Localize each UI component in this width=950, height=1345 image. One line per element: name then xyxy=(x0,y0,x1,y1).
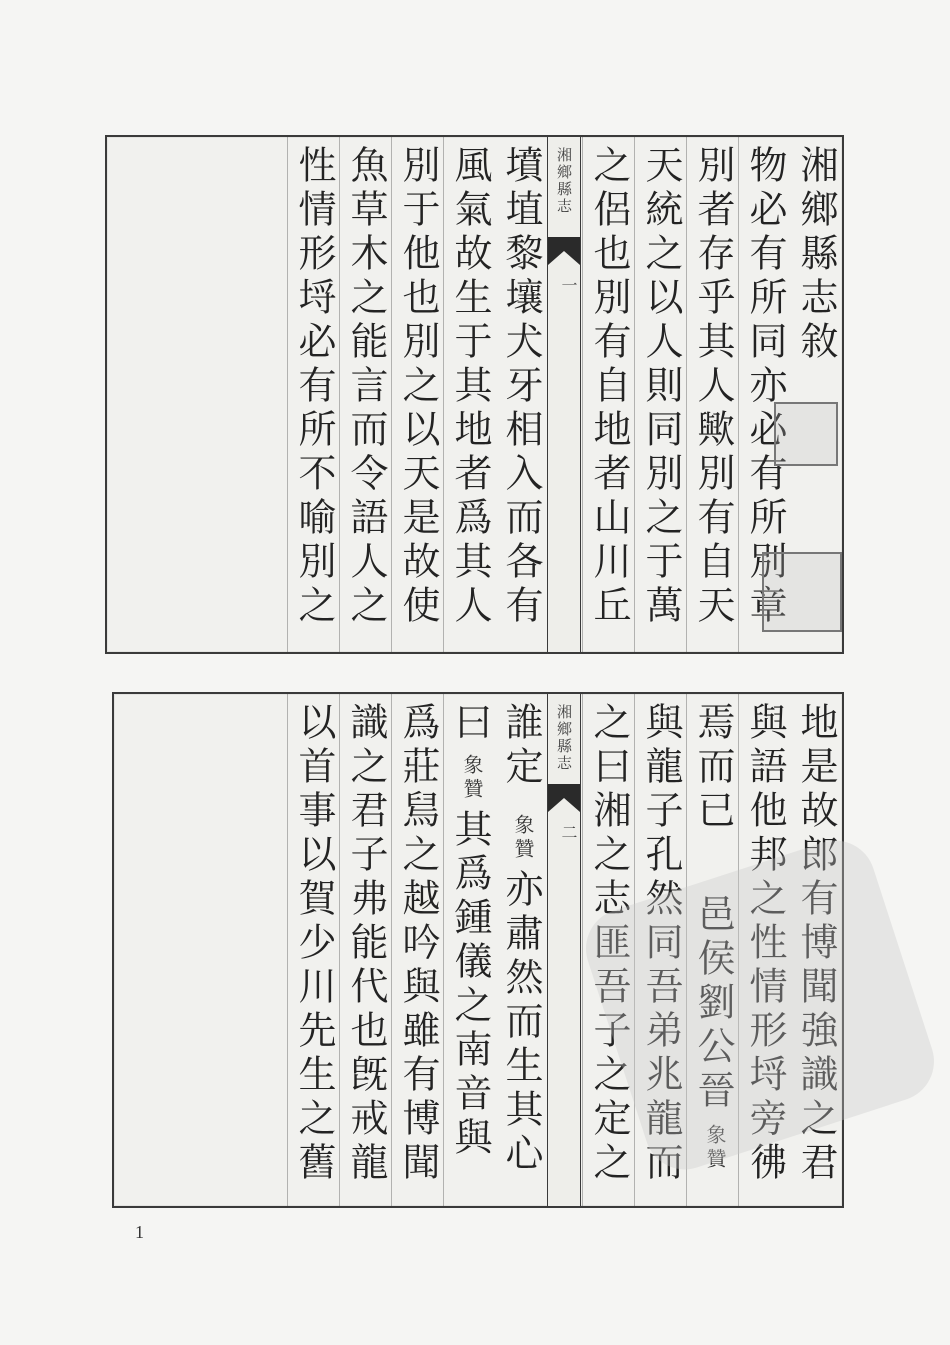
text-column: 與語他邦之性情形埒旁彿 xyxy=(743,702,787,1186)
text-column: 風氣故生于其地者爲其人 xyxy=(448,145,492,629)
text-column: 墳埴黎壤犬牙相入而各有 xyxy=(499,145,543,629)
honorific-note: 象贊 xyxy=(460,754,484,802)
text-column: 焉而已 xyxy=(691,702,735,834)
library-seal-icon xyxy=(762,552,842,632)
text-column: 爲莊舃之越吟與雖有博聞 xyxy=(396,702,440,1186)
text-column-rest: 其爲鍾儀之南音與 xyxy=(448,809,492,1161)
collector-seal-icon xyxy=(774,402,838,466)
top-col-5 xyxy=(582,137,634,652)
text-column-rest: 亦肅然而生其心 xyxy=(499,869,543,1177)
bottom-col-7 xyxy=(443,694,495,1206)
text-column: 之曰湘之志匪吾子之定之 xyxy=(587,702,631,1186)
text-column: 魚草木之能言而令語人之 xyxy=(344,145,388,629)
preface-title: 湘鄉縣志敘 xyxy=(794,145,838,365)
text-column: 地是故郎有博聞強識之君 xyxy=(794,702,838,1186)
honorific-note: 象贊 xyxy=(703,1124,727,1172)
top-col-10 xyxy=(287,137,339,652)
text-column: 別于他也別之以天是故使 xyxy=(396,145,440,629)
bottom-col-9 xyxy=(339,694,391,1206)
honorific-note: 象贊 xyxy=(511,814,535,862)
title-name-text: 邑侯劉公晉 xyxy=(691,894,735,1114)
fold-page-number: 一 xyxy=(559,277,578,293)
fish-tail-mark-icon xyxy=(548,784,580,812)
fold-title: 湘鄉縣志 xyxy=(555,147,573,215)
text-column: 天統之以人則同別之于萬 xyxy=(639,145,683,629)
text-column: 性情形埒必有所不喻別之 xyxy=(292,145,336,629)
text-column: 別者存乎其人歟別有自天 xyxy=(691,145,735,629)
text-column: 物必有所同亦必有所別章 xyxy=(743,145,787,629)
top-col-9 xyxy=(339,137,391,652)
bottom-col-6 xyxy=(495,694,547,1206)
top-col-6 xyxy=(495,137,547,652)
text-column: 之侶也別有自地者山川丘 xyxy=(587,145,631,629)
fold-title: 湘鄉縣志 xyxy=(555,704,573,772)
text-column: 誰定 xyxy=(499,702,543,790)
top-col-7 xyxy=(443,137,495,652)
bottom-fold-column xyxy=(547,694,581,1206)
top-col-4 xyxy=(634,137,686,652)
text-column: 與龍子孔然同吾弟兆龍而 xyxy=(639,702,683,1186)
top-col-3 xyxy=(686,137,738,652)
text-column: 以首事以賀少川先生之舊 xyxy=(292,702,336,1186)
bottom-col-10 xyxy=(287,694,339,1206)
top-panel xyxy=(105,135,844,654)
bottom-col-8 xyxy=(391,694,443,1206)
top-col-8 xyxy=(391,137,443,652)
fold-page-number: 二 xyxy=(559,824,578,840)
fish-tail-mark-icon xyxy=(548,237,580,265)
top-fold-column xyxy=(547,137,581,652)
text-column: 識之君子弗能代也旣戒龍 xyxy=(344,702,388,1186)
page-number: 1 xyxy=(135,1222,144,1242)
text-column: 曰 xyxy=(448,702,492,746)
